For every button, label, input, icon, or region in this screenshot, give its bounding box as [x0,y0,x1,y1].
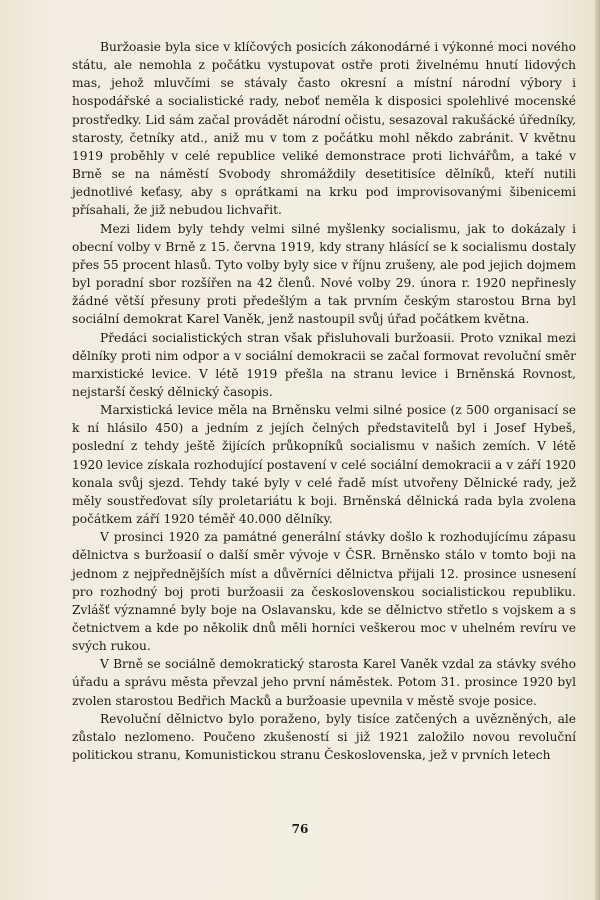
paragraph-1: Buržoasie byla sice v klíčových posicích zákonodárné i výkonné moci nového státu, ale nemohla z počátku vystupovat ostře proti živelnému hnutí lidových mas, jehož mluvčími se stávaly často okresní a místní národní výbory i hospodářské a socialistické rady, neboť neměla k disposici spolehlivé mocenské prostředky. Lid sám začal provádět národní očistu, sesazoval rakušácké úředníky, starosty, četníky atd., aniž mu v tom z počátku mohl někdo zabránit. V květnu 1919 proběhly v celé republice veliké demonstrace proti lichvářům, a také v Brně se na náměstí Svobody shromáždily desetitisíce dělníků, kteří nutili jednotlivé keťasy, aby s oprátkami na krku pod improvisovanými šibenicemi přísahali, že již nebudou lichvařit. [72,40,576,218]
paragraph-6: V Brně se sociálně demokratický starosta Karel Vaněk vzdal za stávky svého úřadu a správu města převzal jeho první náměstek. Potom 31. prosince 1920 byl zvolen starostou Bedřich Macků a buržoasie upevnila v městě svoje posice. [72,657,576,708]
paragraph-7: Revoluční dělnictvo bylo poraženo, byly tisíce zatčených a uvězněných, ale zůstalo nezlomeno. Poučeno zkušeností si již 1921 založilo novou revoluční politickou stranu, Komunistickou stranu Československa, jež v prvních letech [72,711,576,763]
page-number: 76 [291,822,309,836]
paragraph-3: Předáci socialistických stran však přisluhovali buržoasii. Proto vznikal mezi dělníky proti nim odpor a v sociální demokracii se začal formovat revoluční směr marxistické levice. V létě 1919 přešla na stranu levice i Brněnská Rovnost, nejstarší český dělnický časopis. [72,330,576,399]
body-text [72,38,576,764]
paragraph-4: Marxistická levice měla na Brněnsku velmi silné posice (z 500 organisací se k ní hlásilo 450) a jedním z jejích čelných představitelů byl i Josef Hybeš, poslední z tehdy ještě žijících průkopníků socialismu v našich zemích. V létě 1920 levice získala rozhodující postavení v celé sociální demokracii a v září 1920 konala svůj sjezd. Tehdy také byly v celé řadě míst utvořeny Dělnické rady, jež měly soustřeďovat síly proletariátu k boji. Brněnská dělnická rada byla zvolena počátkem září 1920 téměř 40.000 dělníky. [72,403,576,527]
page-edge [595,0,600,900]
paragraph-5: V prosinci 1920 za památné generální stávky došlo k rozhodujícímu zápasu dělnictva s buržoasií o další směr vývoje v ČSR. Brněnsko stálo v tomto boji na jednom z nejpřednějších míst a důvěrníci dělnictva přijali 12. prosince usnesení pro rozhodný boj proti buržoasii za československou socialistickou republiku. Zvlášť významné byly boje na Oslavansku, kde se dělnictvo střetlo s vojskem a s četnictvem a kde po několik dnů měli horníci veškerou moc v uhelném revíru ve svých rukou. [72,530,576,654]
paragraph-2: Mezi lidem byly tehdy velmi silné myšlenky socialismu, jak to dokázaly i obecní volby v Brně z 15. června 1919, kdy strany hlásící se k socialismu dostaly přes 55 procent hlasů. Tyto volby byly sice v říjnu zrušeny, ale pod jejich dojmem byl poradní sbor rozšířen na 42 členů. Nové volby 29. února r. 1920 nepřinesly žádné větší přesuny proti předešlým a tak prvním českým starostou Brna byl sociální demokrat Karel Vaněk, jenž nastoupil svůj úřad počátkem května. [72,221,576,327]
